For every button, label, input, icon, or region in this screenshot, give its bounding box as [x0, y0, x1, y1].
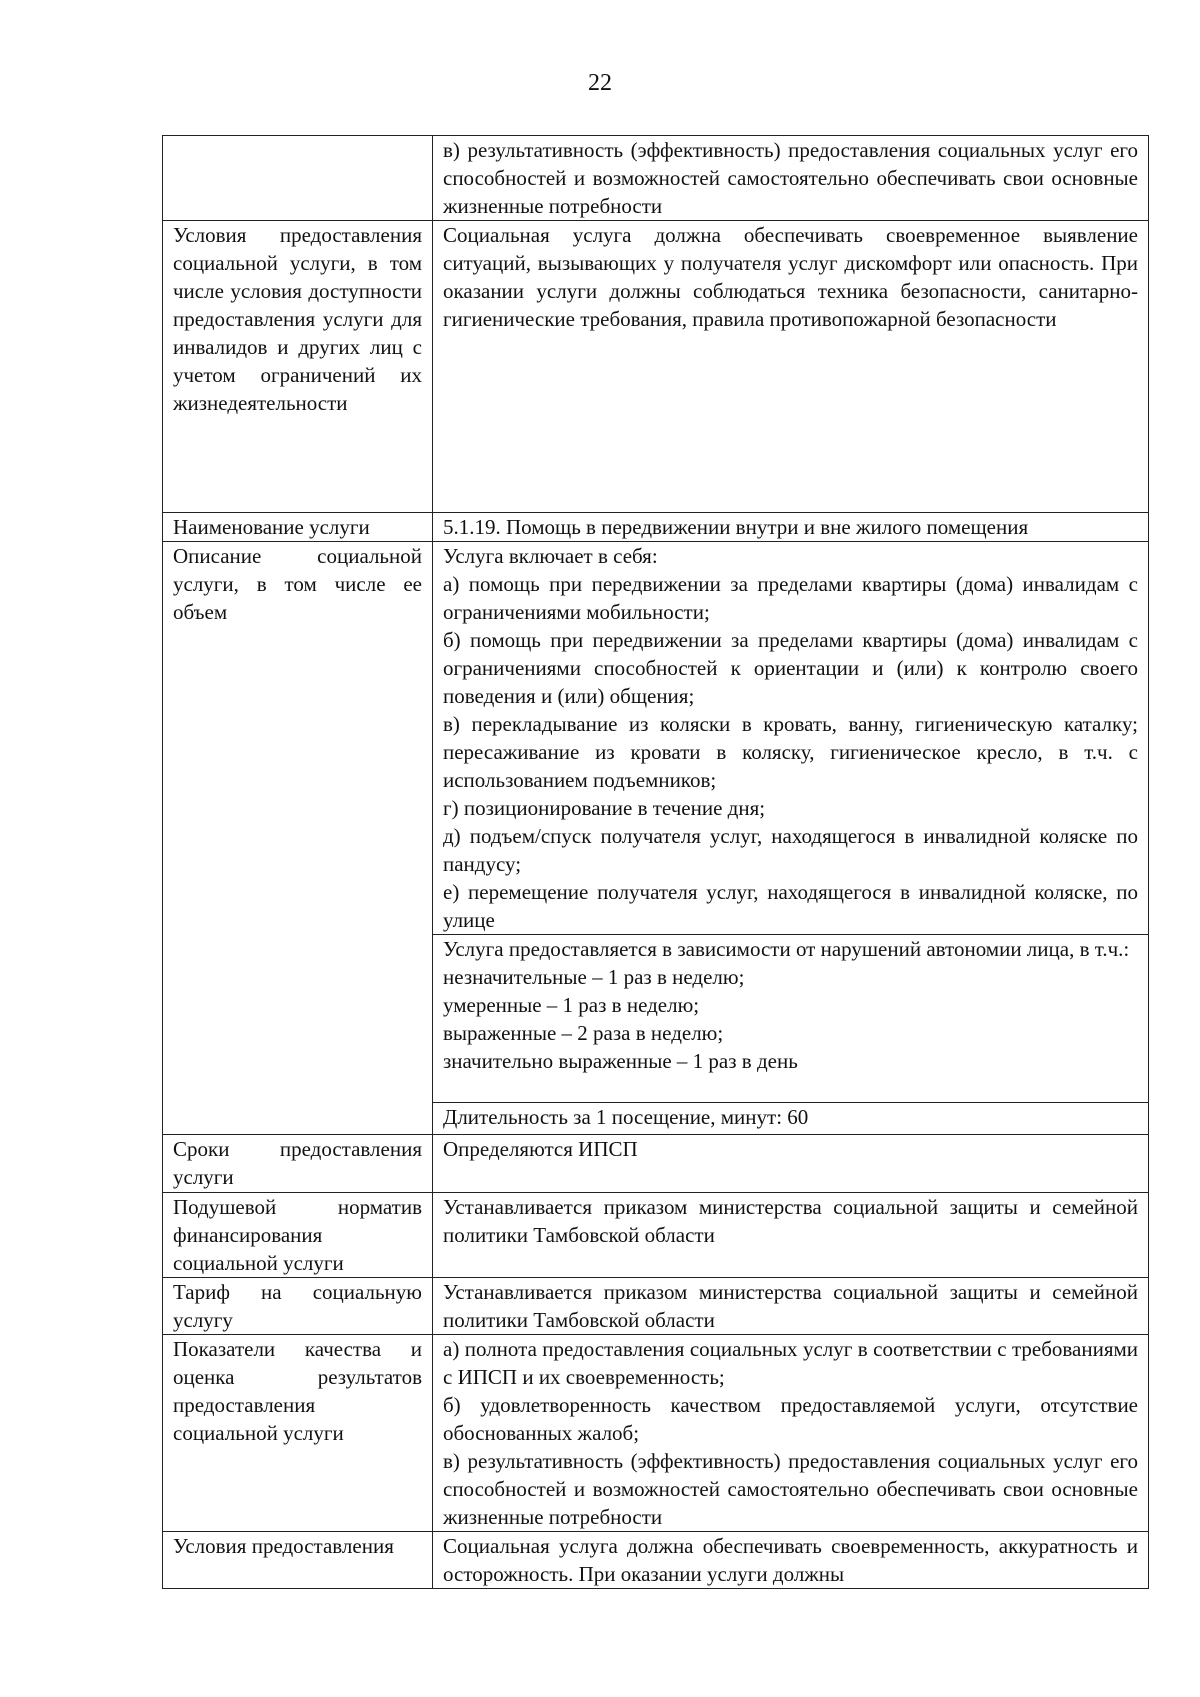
- row-label: Показатели качества и оценка результатов предоставления социальной услуги: [173, 1337, 422, 1445]
- row-label-cell: [163, 221, 433, 513]
- value-paragraph: в) результативность (эффективность) предоставления социальных услуг его способностей и возможностей самостоятельно обеспечивать свои основные жизненные потребности: [443, 138, 1138, 218]
- page-number: 22: [588, 70, 612, 96]
- row-label-cell: [163, 1335, 433, 1532]
- value-paragraph: а) полнота предоставления социальных услуг в соответствии с требованиями с ИПСП и их своевременность;: [443, 1337, 1138, 1389]
- row-label: Условия предоставления: [173, 1534, 394, 1558]
- row-value-cell: [433, 136, 1149, 221]
- table-row: [163, 542, 1149, 935]
- row-value-cell: [433, 935, 1149, 1103]
- value-paragraph: выраженные – 2 раза в неделю;: [443, 1021, 724, 1045]
- row-value-cell: [433, 221, 1149, 513]
- value-paragraph: б) удовлетворенность качеством предоставляемой услуги, отсутствие обоснованных жалоб;: [443, 1393, 1138, 1445]
- row-label: Условия предоставления социальной услуги, в том числе условия доступности предоставления услуги для инвалидов и других лиц с учетом ограничений их жизнедеятельности: [173, 223, 422, 415]
- value-paragraph: Определяются ИПСП: [443, 1137, 638, 1161]
- table-row: [163, 1335, 1149, 1532]
- table-row: [163, 1135, 1149, 1193]
- value-paragraph: Устанавливается приказом министерства социальной защиты и семейной политики Тамбовской области: [443, 1195, 1138, 1247]
- value-paragraph: Услуга предоставляется в зависимости от нарушений автономии лица, в т.ч.:: [443, 937, 1130, 961]
- table-row: [163, 1193, 1149, 1278]
- row-label-cell: [163, 1135, 433, 1193]
- value-paragraph: Социальная услуга должна обеспечивать своевременное выявление ситуаций, вызывающих у получателя услуг дискомфорт или опасность. При оказании услуги должны соблюдаться техника безопасности, санитарно-гигиенические требования, правила противопожарной безопасности: [443, 223, 1138, 331]
- table-row: [163, 1532, 1149, 1589]
- row-label: Наименование услуги: [173, 515, 370, 539]
- value-paragraph: в) перекладывание из коляски в кровать, ванну, гигиеническую каталку; пересаживание из кровати в коляску, гигиеническое кресло, в т.ч. с использованием подъемников;: [443, 712, 1138, 792]
- row-label-cell: [163, 513, 433, 542]
- value-paragraph: б) помощь при передвижении за пределами квартиры (дома) инвалидам с ограничениями способностей к ориентации и (или) к контролю своего поведения и (или) общения;: [443, 628, 1138, 708]
- value-paragraph: в) результативность (эффективность) предоставления социальных услуг его способностей и возможностей самостоятельно обеспечивать свои основные жизненные потребности: [443, 1449, 1138, 1529]
- table-row: [163, 136, 1149, 221]
- value-paragraph: Социальная услуга должна обеспечивать своевременность, аккуратность и осторожность. При оказании услуги должны: [443, 1534, 1138, 1586]
- service-name: 5.1.19. Помощь в передвижении внутри и вне жилого помещения: [443, 515, 1029, 539]
- value-paragraph: незначительные – 1 раз в неделю;: [443, 965, 745, 989]
- table-row: [163, 513, 1149, 542]
- value-paragraph: а) помощь при передвижении за пределами квартиры (дома) инвалидам с ограничениями мобильности;: [443, 572, 1138, 624]
- table-row: [163, 221, 1149, 513]
- value-paragraph: Длительность за 1 посещение, минут: 60: [443, 1105, 809, 1129]
- value-paragraph: значительно выраженные – 1 раз в день: [443, 1049, 798, 1073]
- row-value-cell: [433, 1193, 1149, 1278]
- row-value-cell: [433, 1335, 1149, 1532]
- row-label-cell: [163, 1532, 433, 1589]
- row-value-cell: [433, 513, 1149, 542]
- row-label: Сроки предоставления услуги: [173, 1137, 422, 1189]
- row-label: Подушевой норматив финансирования социальной услуги: [173, 1195, 422, 1275]
- value-paragraph: Услуга включает в себя:: [443, 544, 658, 568]
- row-label-cell: [163, 542, 433, 1135]
- row-label-cell: [163, 1278, 433, 1335]
- value-paragraph: е) перемещение получателя услуг, находящегося в инвалидной коляске, по улице: [443, 880, 1138, 932]
- row-value-cell: [433, 1532, 1149, 1589]
- value-paragraph: д) подъем/спуск получателя услуг, находящегося в инвалидной коляске по пандусу;: [443, 824, 1138, 876]
- value-paragraph: Устанавливается приказом министерства социальной защиты и семейной политики Тамбовской области: [443, 1280, 1138, 1332]
- row-label-cell: [163, 136, 433, 221]
- row-value-cell: [433, 1103, 1149, 1135]
- services-table: [162, 135, 1149, 1589]
- table-row: [163, 1278, 1149, 1335]
- value-paragraph: умеренные – 1 раз в неделю;: [443, 993, 700, 1017]
- row-label-cell: [163, 1193, 433, 1278]
- value-paragraph: г) позиционирование в течение дня;: [443, 796, 766, 820]
- row-value-cell: [433, 1278, 1149, 1335]
- row-label: Тариф на социальную услугу: [173, 1280, 422, 1332]
- row-label: Описание социальной услуги, в том числе ее объем: [173, 544, 422, 624]
- row-value-cell: [433, 1135, 1149, 1193]
- row-value-cell: [433, 542, 1149, 935]
